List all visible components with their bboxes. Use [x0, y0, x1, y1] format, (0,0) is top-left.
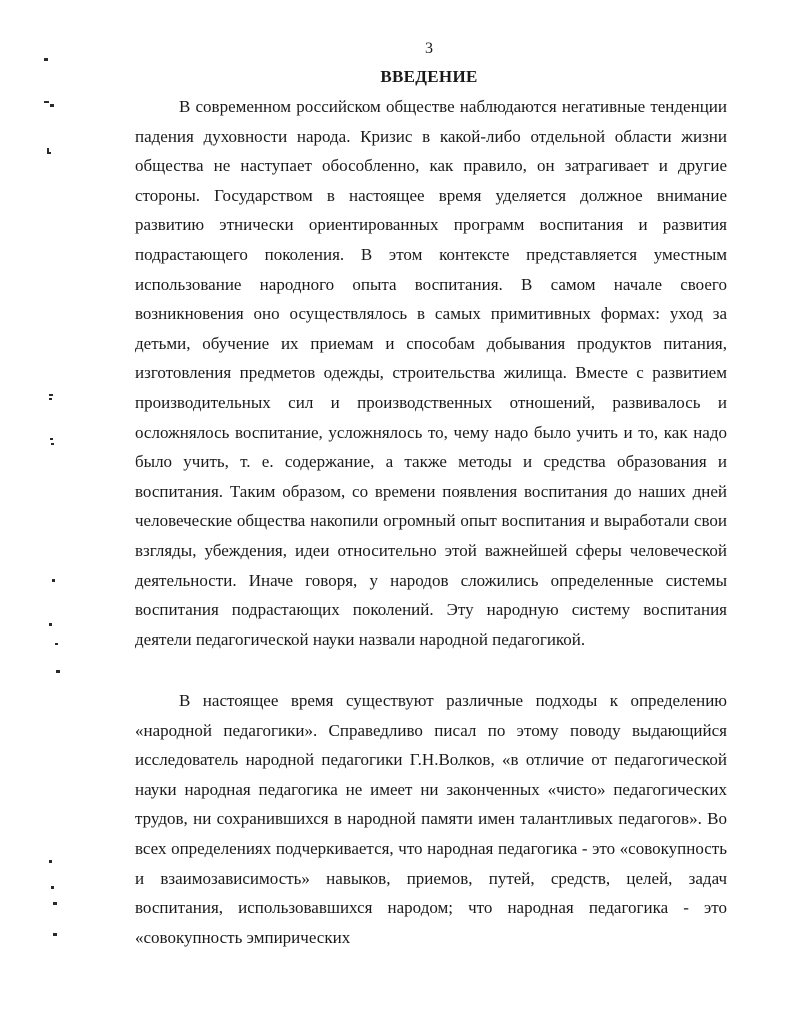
page-number: 3 [425, 40, 433, 57]
paragraph-introduction: В современном российском обществе наблюдаются негативные тенденции падения духовности народа. Кризис в какой-либо отдельной области жизни общества не наступает обособленно, как правило, он затрагивает и другие стороны. Государством в настоящее время уделяется должное внимание развитию этнически ориентированных программ воспитания и развития подрастающего поколения. В этом контексте представляется уместным использование народного опыта воспитания. В самом начале своего возникновения оно осуществлялось в самых примитивных формах: уход за детьми, обучение их приемам и способам добывания продуктов питания, изготовления предметов одежды, строительства жилища. Вместе с развитием производительных сил и производственных отношений, развивалось и осложнялось воспитание, усложнялось то, чему надо было учить и то, как надо было учить, т. е. содержание, а также методы и средства образования и воспитания. Таким образом, со времени появления воспитания до наших дней человеческие общества накопили огромный опыт воспитания и выработали свои взгляды, убеждения, идеи относительно этой важнейшей сферы человеческой деятельности. Иначе говоря, у народов сложились определенные системы воспитания подрастающих поколений. Эту народную систему воспитания деятели педагогической науки назвали народной педагогикой. [135, 97, 727, 649]
page-title: ВВЕДЕНИЕ [380, 67, 478, 86]
paragraph-approaches: В настоящее время существуют различные подходы к определению «народной педагогики». Справедливо писал по этому поводу выдающийся исследователь народной педагогики Г.Н.Волков, «в отличие от педагогической науки народная педагогика не имеет ни законченных «чисто» педагогических трудов, ни сохранившихся в народной памяти имен талантливых педагогов». Во всех определениях подчеркивается, что народная педагогика - это «совокупность и взаимозависимость» навыков, приемов, путей, средств, целей, задач воспитания, использовавшихся народом; что народная педагогика - это «совокупность эмпирических [135, 691, 727, 947]
